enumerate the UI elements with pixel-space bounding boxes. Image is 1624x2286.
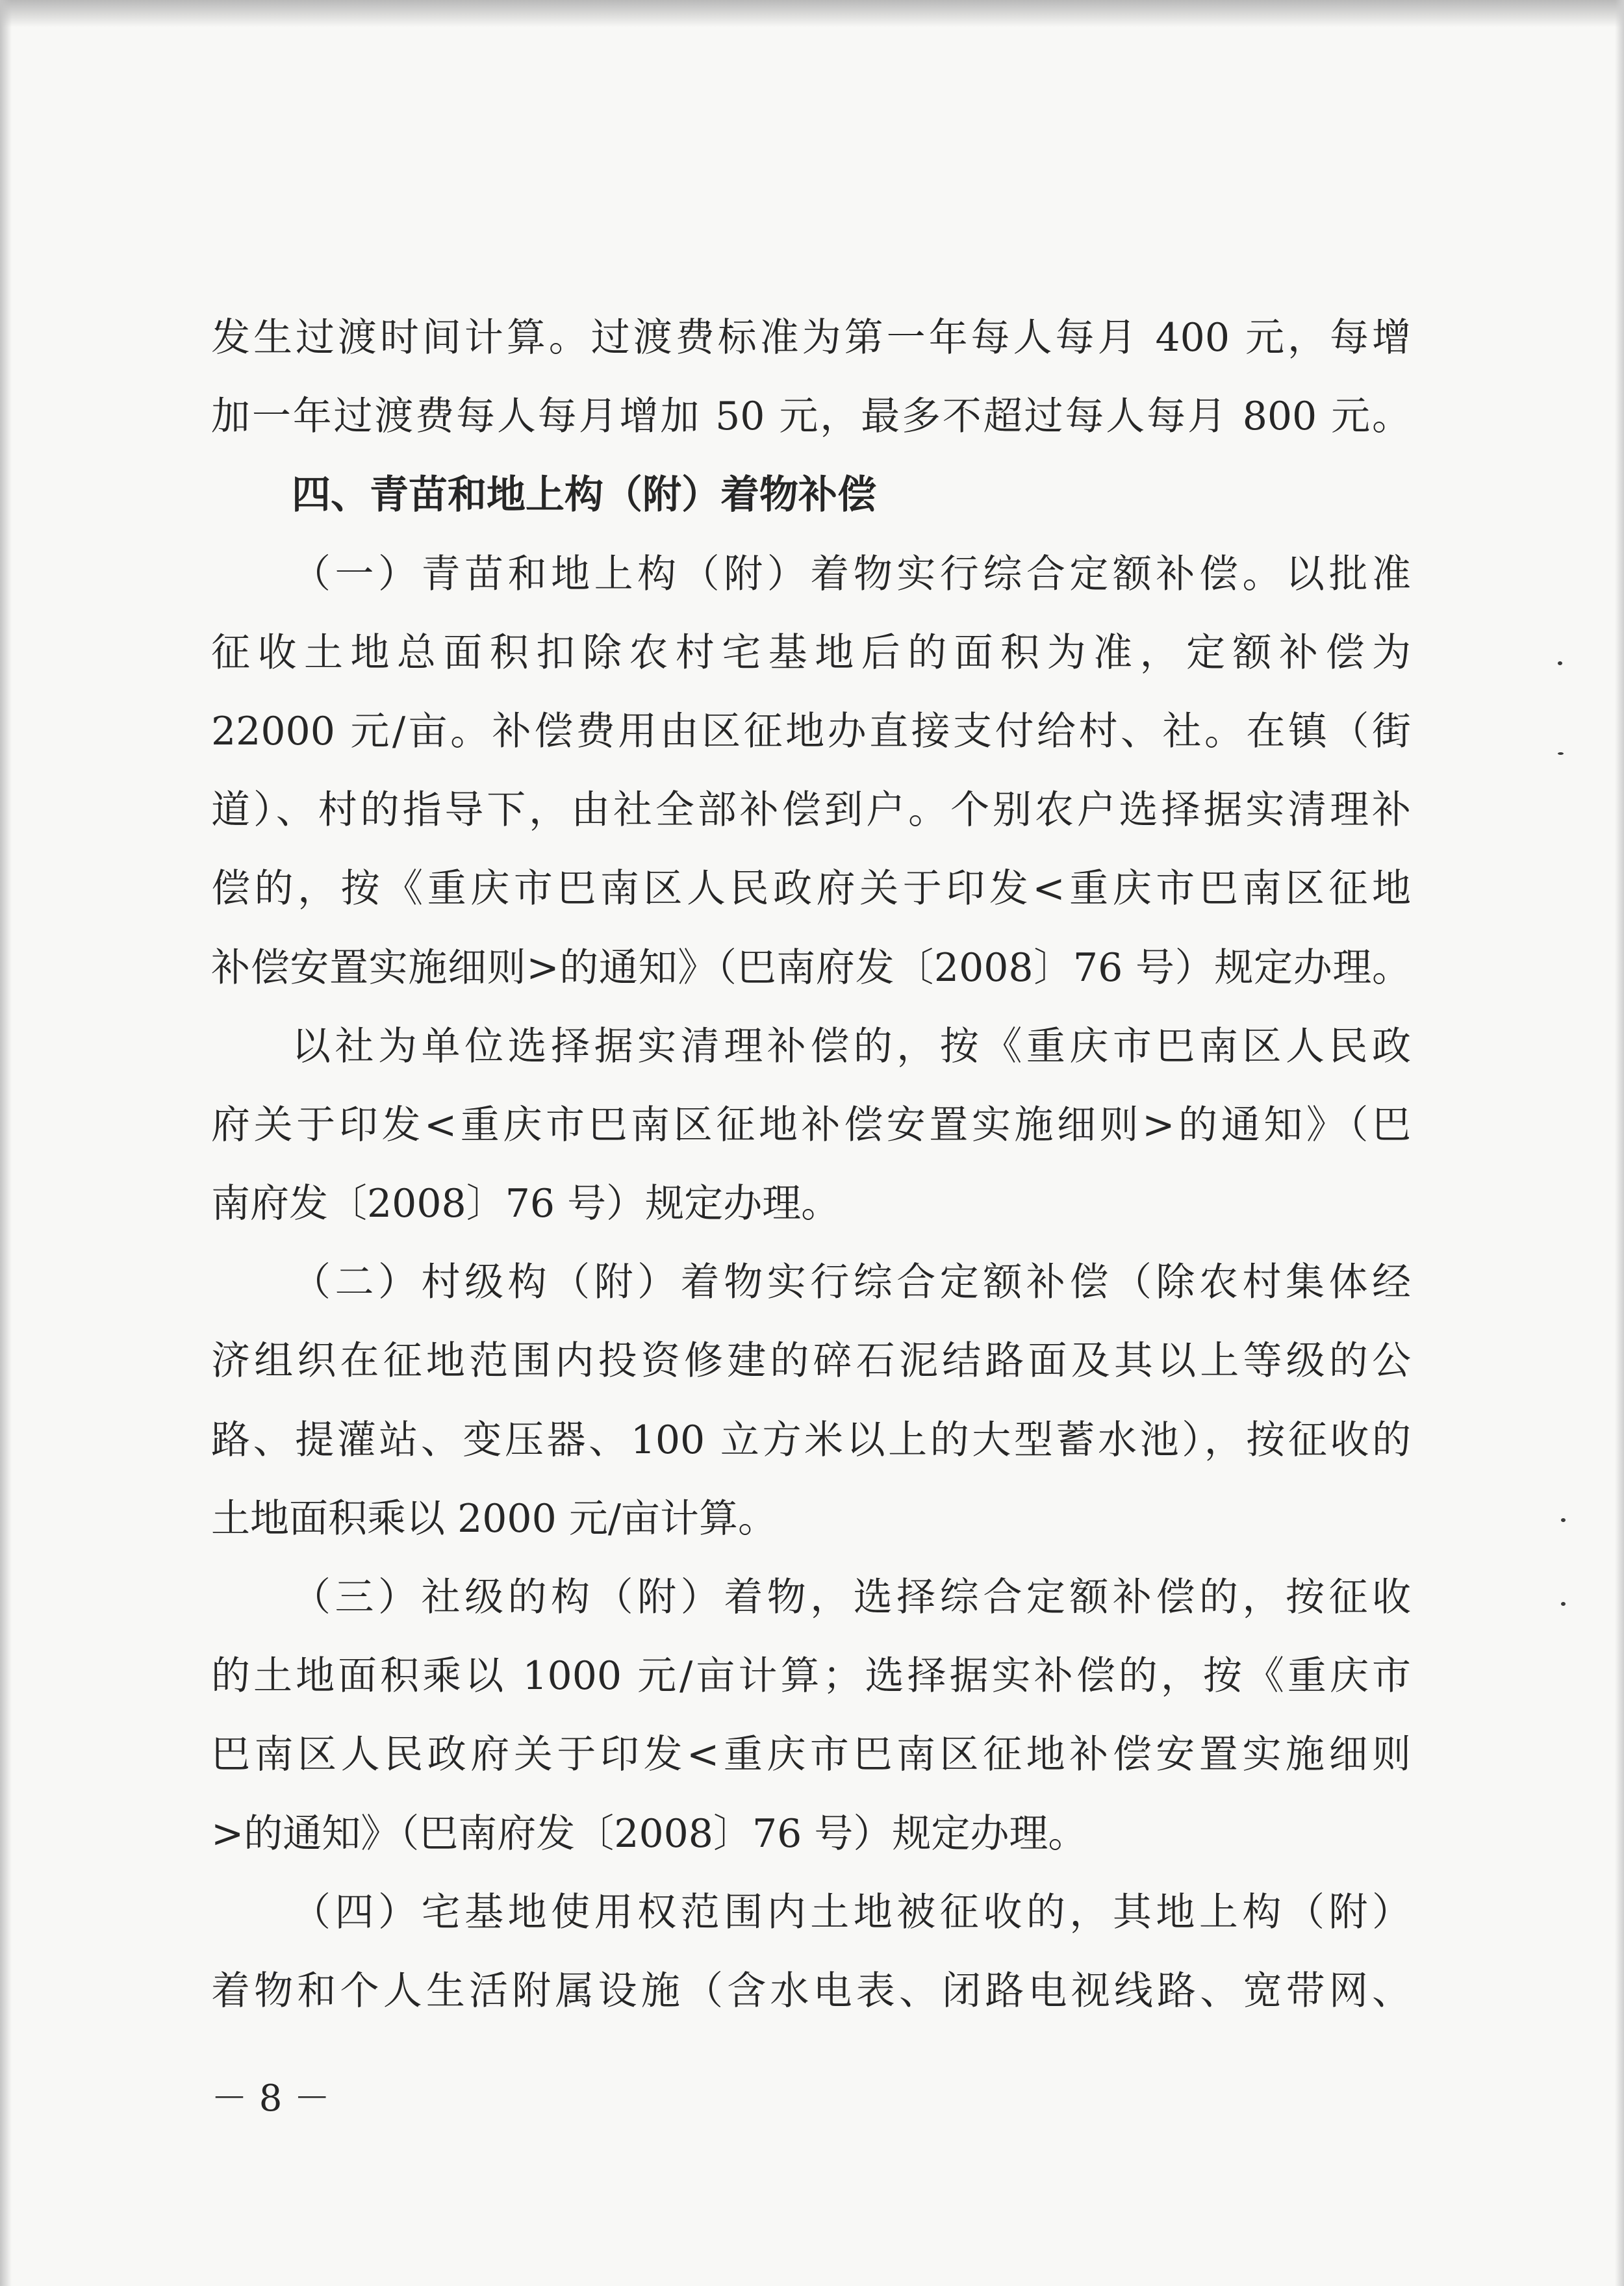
body-text-line: 发生过渡时间计算。过渡费标准为第一年每人每月 400 元，每增 [211, 315, 1411, 361]
scan-edge-left [0, 0, 12, 2286]
document-body [211, 299, 1411, 2031]
paragraph-5 [211, 1873, 1411, 2031]
body-text-line: >的通知》（巴南府发〔2008〕76 号）规定办理。 [211, 1810, 1087, 1857]
page-number: － 8 － [211, 2077, 331, 2120]
paragraph-1 [211, 535, 1411, 1008]
body-text-line: 南府发〔2008〕76 号）规定办理。 [211, 1181, 841, 1227]
paragraph-3 [211, 1243, 1411, 1558]
body-text-line: 偿的，按《重庆市巴南区人民政府关于印发<重庆市巴南区征地 [211, 866, 1411, 912]
body-text-line: （二）村级构（附）着物实行综合定额补偿（除农村集体经 [292, 1260, 1411, 1306]
scan-artifact-dot [1561, 1602, 1566, 1606]
paragraph-2 [211, 1008, 1411, 1244]
body-text-line: 府关于印发<重庆市巴南区征地补偿安置实施细则>的通知》（巴 [211, 1102, 1411, 1148]
scan-artifact-dot [1558, 752, 1564, 755]
scan-artifact-dot [1558, 661, 1562, 665]
scan-edge-right [1615, 0, 1624, 2286]
body-text-line: 加一年过渡费每人每月增加 50 元，最多不超过每人每月 800 元。 [211, 394, 1411, 440]
paragraph-4 [211, 1558, 1411, 1873]
body-text-line: 的土地面积乘以 1000 元/亩计算；选择据实补偿的，按《重庆市 [211, 1653, 1411, 1699]
body-text-line: 补偿安置实施细则>的通知》（巴南府发〔2008〕76 号）规定办理。 [211, 945, 1411, 991]
body-text-line: 征收土地总面积扣除农村宅基地后的面积为准，定额补偿为 [211, 629, 1411, 676]
scan-artifact-dot [1561, 1518, 1566, 1522]
body-text-line: （三）社级的构（附）着物，选择综合定额补偿的，按征收 [292, 1575, 1411, 1620]
section-heading: 四、青苗和地上构（附）着物补偿 [292, 472, 876, 518]
body-text-line: 土地面积乘以 2000 元/亩计算。 [211, 1495, 778, 1542]
body-text-line: 道）、村的指导下，由社全部补偿到户。个别农户选择据实清理补 [211, 787, 1411, 833]
body-text-line: 济组织在征地范围内投资修建的碎石泥结路面及其以上等级的公 [211, 1338, 1411, 1384]
body-text-line: 以社为单位选择据实清理补偿的，按《重庆市巴南区人民政 [292, 1023, 1411, 1069]
body-text-line: 路、提灌站、变压器、100 立方米以上的大型蓄水池），按征收的 [211, 1417, 1411, 1463]
body-text-line: （一）青苗和地上构（附）着物实行综合定额补偿。以批准 [292, 551, 1411, 597]
paragraph-continuation [211, 299, 1411, 456]
scan-edge-top [0, 0, 1624, 27]
body-text-line: 巴南区人民政府关于印发<重庆市巴南区征地补偿安置实施细则 [211, 1732, 1411, 1778]
body-text-line: 着物和个人生活附属设施（含水电表、闭路电视线路、宽带网、 [211, 1968, 1411, 2014]
body-text-line: 22000 元/亩。补偿费用由区征地办直接支付给村、社。在镇（街 [211, 708, 1411, 754]
body-text-line: （四）宅基地使用权范围内土地被征收的，其地上构（附） [292, 1889, 1411, 1935]
